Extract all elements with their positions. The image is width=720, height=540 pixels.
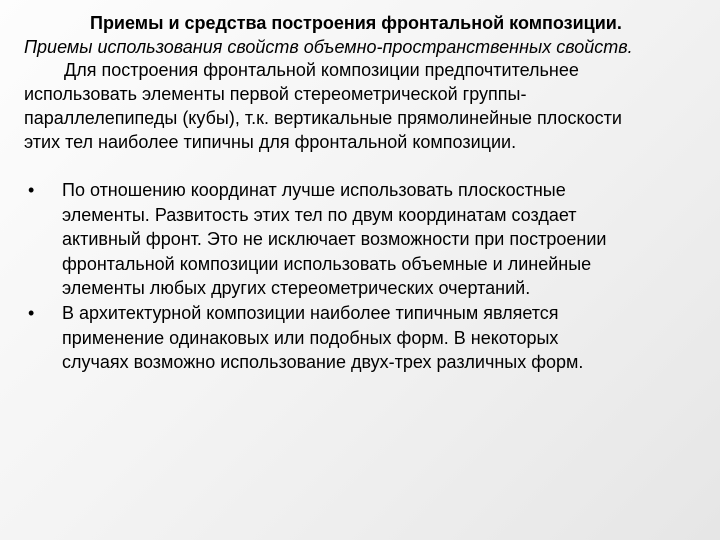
- bullet-line: фронтальной композиции использовать объемные и линейные: [62, 253, 592, 274]
- intro-line: параллелепипеды (кубы), т.к. вертикальные прямолинейные плоскости: [24, 108, 622, 128]
- bullet-item: [28, 178, 708, 301]
- slide-subtitle: Приемы использования свойств объемно-пространственных свойств.: [24, 37, 633, 57]
- bullet-line: элементы. Развитость этих тел по двум координатам создает: [62, 204, 577, 225]
- bullet-line: По отношению координат лучше использовать плоскостные: [62, 180, 566, 200]
- slide-title: Приемы и средства построения фронтальной композиции.: [90, 13, 622, 33]
- intro-paragraph: [24, 58, 704, 154]
- bullet-line: случаях возможно использование двух-трех различных форм.: [62, 352, 584, 373]
- bullet-icon: •: [28, 180, 35, 200]
- bullet-line: активный фронт. Это не исключает возможности при построении: [62, 229, 607, 250]
- bullet-line: применение одинаковых или подобных форм. В некоторых: [62, 327, 559, 348]
- bullet-line: элементы любых других стереометрических очертаний.: [62, 278, 531, 299]
- intro-line: Для построения фронтальной композиции предпочтительнее: [64, 60, 579, 80]
- intro-line: использовать элементы первой стереометрической группы-: [24, 84, 527, 104]
- bullet-line: В архитектурной композиции наиболее типичным является: [62, 302, 559, 323]
- bullet-item: [28, 301, 708, 375]
- bullet-list: [28, 178, 708, 375]
- intro-line: этих тел наиболее типичны для фронтальной композиции.: [24, 132, 517, 152]
- bullet-icon: •: [28, 302, 35, 323]
